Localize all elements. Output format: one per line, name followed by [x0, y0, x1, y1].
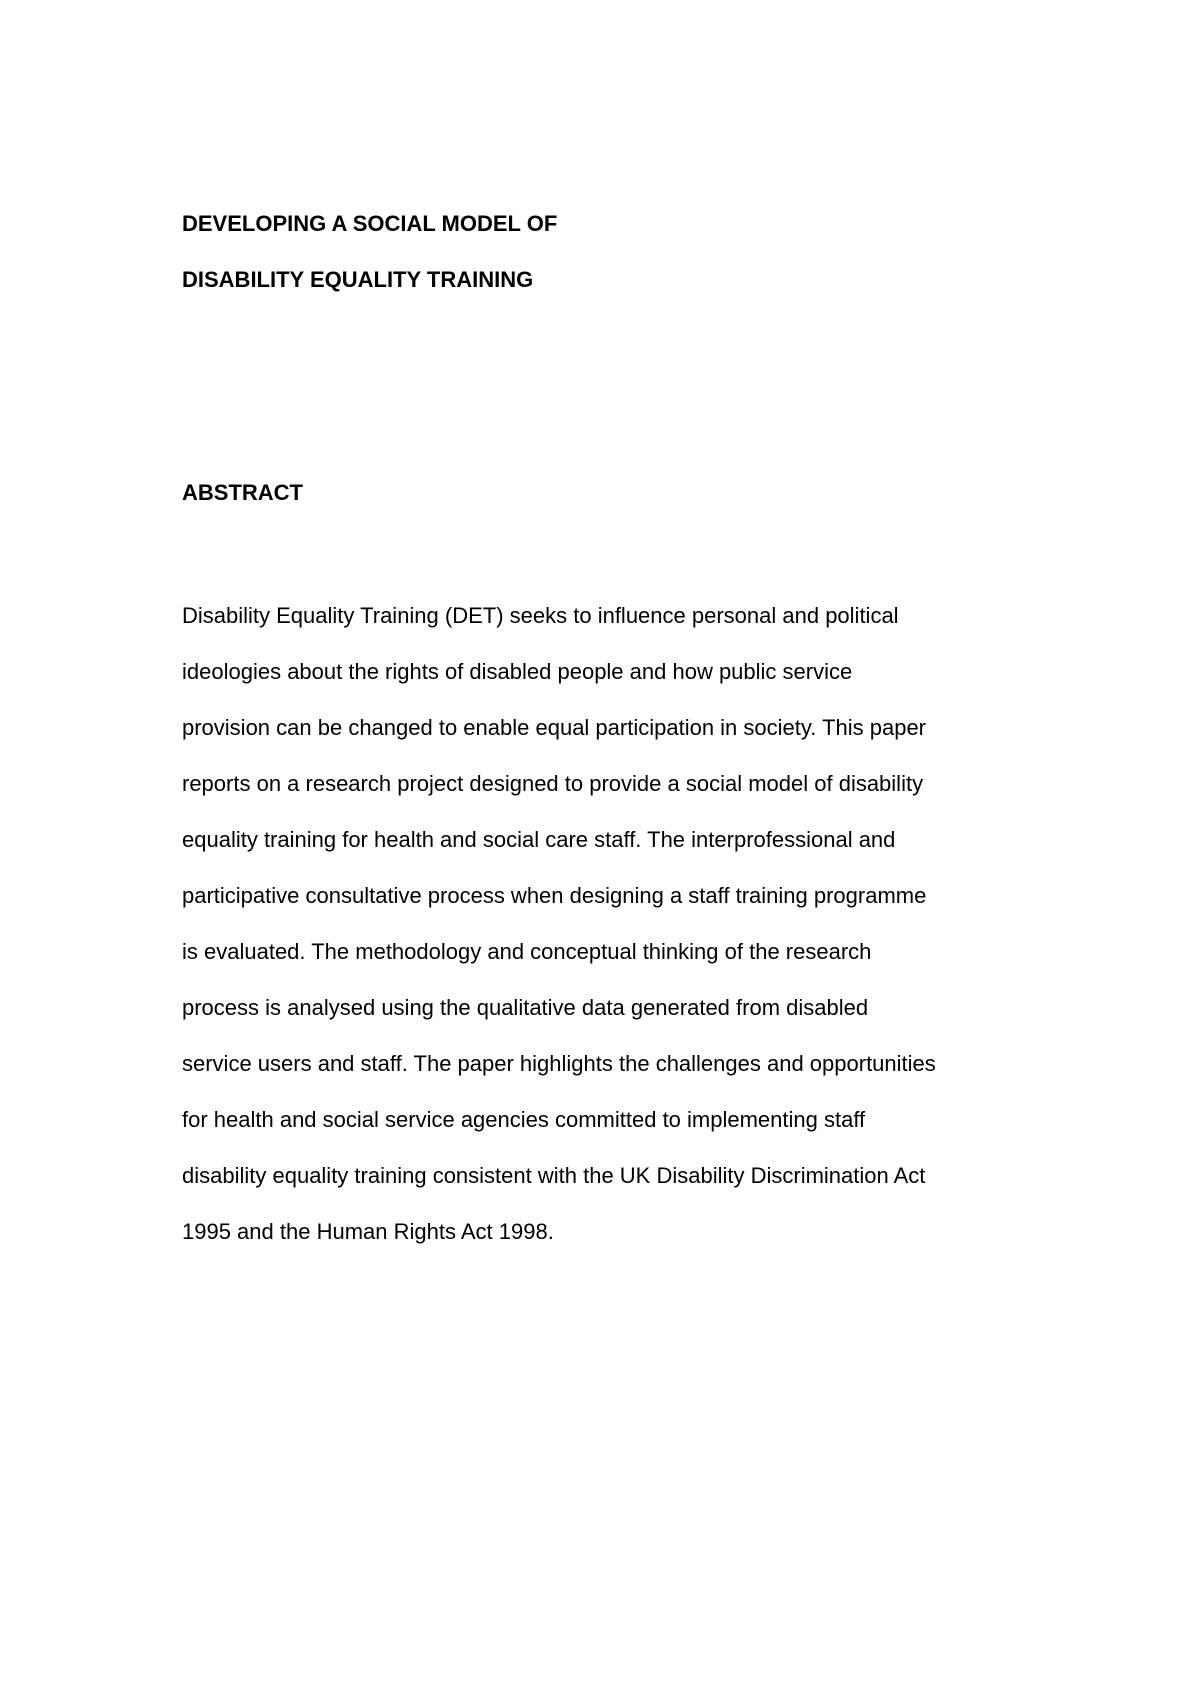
- abstract-line: for health and social service agencies committed to implementing staff: [182, 1107, 866, 1132]
- abstract-line: process is analysed using the qualitative data generated from disabled: [182, 995, 869, 1020]
- abstract-line: ideologies about the rights of disabled people and how public service: [182, 659, 853, 684]
- abstract-line: 1995 and the Human Rights Act 1998.: [182, 1219, 554, 1244]
- title-line-2: DISABILITY EQUALITY TRAINING: [182, 267, 534, 292]
- abstract-heading: ABSTRACT: [182, 480, 303, 505]
- title-line-1: DEVELOPING A SOCIAL MODEL OF: [182, 211, 558, 236]
- abstract-line: Disability Equality Training (DET) seeks to influence personal and political: [182, 603, 899, 628]
- abstract-line: is evaluated. The methodology and conceptual thinking of the research: [182, 939, 872, 964]
- abstract-line: provision can be changed to enable equal participation in society. This paper: [182, 715, 927, 740]
- abstract-line: reports on a research project designed to provide a social model of disability: [182, 771, 924, 796]
- abstract-line: disability equality training consistent with the UK Disability Discrimination Act: [182, 1163, 926, 1188]
- abstract-line: equality training for health and social care staff. The interprofessional and: [182, 827, 896, 852]
- paper-title: [182, 196, 1042, 308]
- abstract-line: service users and staff. The paper highlights the challenges and opportunities: [182, 1051, 936, 1076]
- abstract-line: participative consultative process when designing a staff training programme: [182, 883, 927, 908]
- abstract-body: [182, 588, 1022, 1260]
